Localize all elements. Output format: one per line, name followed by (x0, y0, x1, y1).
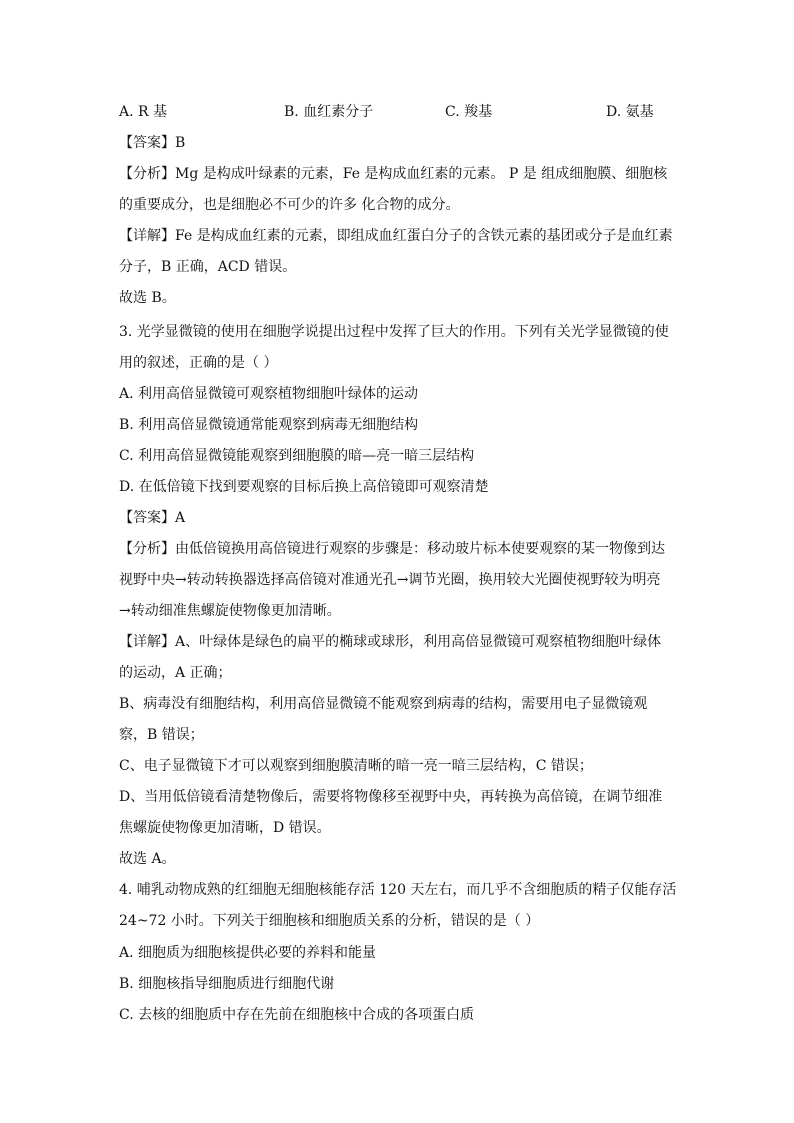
explanation-text: D、当用低倍镜看清楚物像后，需要将物像移至视野中央，再转换为高倍镜，在调节细准 (119, 789, 663, 805)
option-text: D. 在低倍镜下找到要观察的目标后换上高倍镜即可观察清楚 (119, 479, 489, 495)
question-text: 24~72 小时。下列关于细胞核和细胞质关系的分析，错误的是（ ） (119, 913, 540, 929)
option-text: B. 利用高倍显微镜通常能观察到病毒无细胞结构 (119, 417, 419, 433)
option-text: A. 细胞质为细胞核提供必要的养料和能量 (119, 945, 377, 961)
analysis-text: 的重要成分，也是细胞必不可少的许多 化合物的成分。 (119, 197, 460, 213)
option-c: C. 羧基 (445, 104, 493, 120)
choice-text: 故选 B。 (119, 290, 176, 306)
explanation-text: 察，B 错误； (119, 727, 204, 743)
explanation-text: 【详解】A、叶绿体是绿色的扁平的椭球或球形，利用高倍显微镜可观察植物细胞叶绿体 (119, 634, 662, 650)
analysis-text: 【分析】由低倍镜换用高倍镜进行观察的步骤是：移动玻片标本使要观察的某一物像到达 (119, 541, 665, 557)
option-a: A. R 基 (119, 104, 168, 120)
option-text: B. 细胞核指导细胞质进行细胞代谢 (119, 976, 335, 992)
explanation-text: 焦螺旋使物像更加清晰，D 错误。 (119, 820, 331, 836)
analysis-text: 【分析】Mg 是构成叶绿素的元素，Fe 是构成血红素的元素。 P 是 组成细胞膜、细胞核 (119, 166, 668, 182)
option-text: C. 去核的细胞质中存在先前在细胞核中合成的各项蛋白质 (119, 1007, 475, 1023)
option-text: C. 利用高倍显微镜能观察到细胞膜的暗—亮一暗三层结构 (119, 448, 475, 464)
question-text: 用的叙述，正确的是（ ） (119, 355, 278, 371)
answer-label: 【答案】B (119, 135, 186, 151)
option-d: D. 氨基 (606, 104, 654, 120)
explanation-text: 的运动，A 正确； (119, 665, 232, 681)
analysis-text: →转动细准焦螺旋使物像更加清晰。 (119, 603, 341, 619)
explanation-text: B、病毒没有细胞结构，利用高倍显微镜不能观察到病毒的结构，需要用电子显微镜观 (119, 696, 648, 712)
question-text: 4. 哺乳动物成熟的红细胞无细胞核能存活 120 天左右，而几乎不含细胞质的精子仅能存活 (119, 882, 677, 898)
choice-text: 故选 A。 (119, 851, 176, 867)
option-b: B. 血红素分子 (284, 104, 374, 120)
analysis-text: 视野中央→转动转换器选择高倍镜对准通光孔→调节光圈，换用较大光圈使视野较为明亮 (119, 572, 661, 588)
answer-label: 【答案】A (119, 510, 186, 526)
option-text: A. 利用高倍显微镜可观察植物细胞叶绿体的运动 (119, 386, 419, 402)
explanation-text: 【详解】Fe 是构成血红素的元素，即组成血红蛋白分子的含铁元素的基团或分子是血红素 (119, 228, 673, 244)
explanation-text: C、电子显微镜下才可以观察到细胞膜清晰的暗一亮一暗三层结构，C 错误； (119, 758, 593, 774)
explanation-text: 分子，B 正确，ACD 错误。 (119, 259, 297, 275)
question-text: 3. 光学显微镜的使用在细胞学说提出过程中发挥了巨大的作用。下列有关光学显微镜的使 (119, 324, 669, 340)
